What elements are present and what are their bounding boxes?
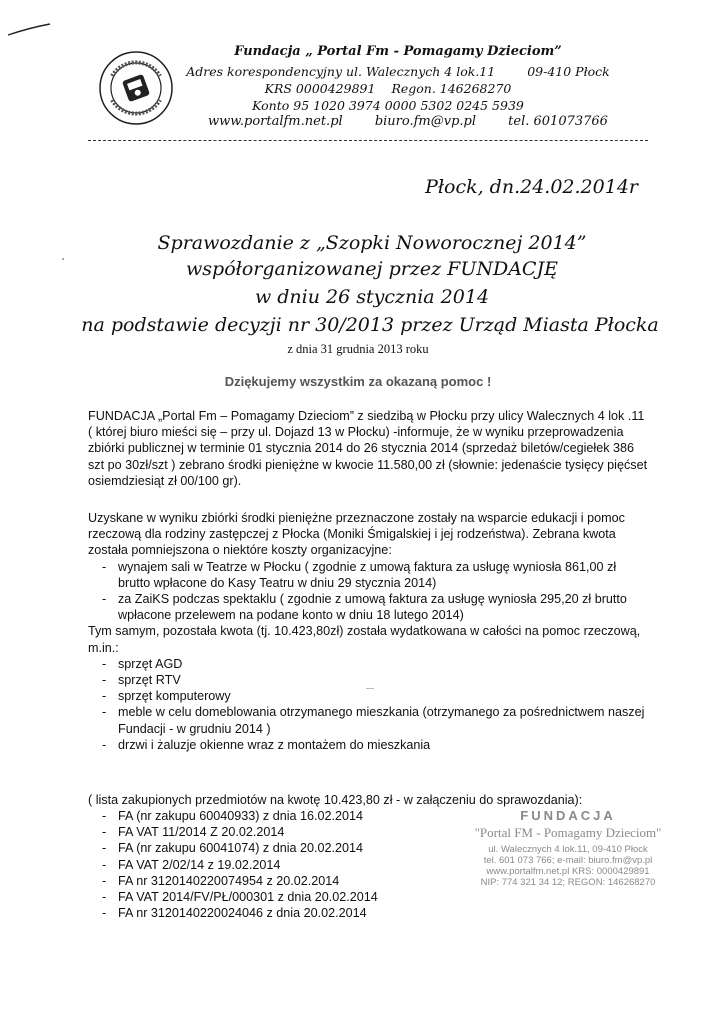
invoice-item: - FA VAT 11/2014 Z 20.02.2014 — [88, 824, 448, 840]
invoice-item: - FA VAT 2/02/14 z 19.02.2014 — [88, 857, 448, 873]
remaining-amount-text: Tym samym, pozostała kwota (tj. 10.423,80zł) została wydatkowana w całości na pomoc rzeczową, m.in.: — [88, 624, 641, 655]
thanks-note: Dziękujemy wszystkim za okazaną pomoc ! — [224, 374, 492, 389]
list-item: - drzwi i żaluzje okienne wraz z montażem do mieszkania — [88, 737, 648, 753]
phone-number: tel. 601073766 — [508, 114, 608, 129]
invoice-item: - FA nr 3120140220024046 z dnia 20.02.2014 — [88, 905, 448, 921]
invoice-item: - FA (nr zakupu 60040933) z dnia 16.02.2014 — [88, 808, 448, 824]
report-subtitle: z dnia 31 grudnia 2013 roku — [287, 342, 429, 356]
bank-account: Konto 95 1020 3974 0000 5302 0245 5939 — [252, 98, 524, 113]
pen-mark — [6, 22, 52, 38]
list-item: - za ZaiKS podczas spektaklu ( zgodnie z umową faktura za usługę wyniosła 295,20 zł brutto wpłacone przelewem na podane konto w dniu 18 lutego 2014) — [88, 591, 648, 623]
list-item: - sprzęt RTV — [88, 672, 648, 688]
email-link[interactable]: biuro.fm@vp.pl — [374, 114, 477, 129]
krs-number: KRS 0000429891 — [264, 81, 376, 96]
collection-paragraph: FUNDACJA „Portal Fm – Pomagamy Dzieciom” z siedzibą w Płocku przy ulicy Walecznych 4 lok .11 ( której biuro mieści się – przy ul. Dojazd 13 w Płocku) -informuje, że w wyniku przeprowadzenia zbiórki publicznej w terminie 01 stycznia 2014 do 26 stycznia 2014 (sprzedaż biletów/cegiełek 386 szt po 30zł/szt ) zebrano środki pieniężne w kwocie 11.580,00 zł (słownie: jedenaście tysięcy pięćset osiemdziesiąt zł 00/100 gr). — [88, 409, 648, 488]
letterhead-address — [40, 64, 716, 79]
foundation-stamp — [458, 808, 678, 888]
purchases-intro: ( lista zakupionych przedmiotów na kwotę 10.423,80 zł - w załączeniu do sprawozdania): — [88, 793, 583, 807]
invoice-list — [88, 808, 448, 921]
postal-code: 09-410 Płock — [527, 64, 610, 79]
cost-list — [88, 559, 648, 624]
address-label: Adres korespondencyjny ul. Walecznych 4 lok.11 — [186, 64, 496, 79]
dust-speck — [366, 688, 374, 689]
document-date: Płock, dn.24.02.2014r — [425, 176, 638, 198]
list-item: - meble w celu domeblowania otrzymanego mieszkania (otrzymanego za pośrednictwem naszej Fundacji - w grudniu 2014 ) — [88, 704, 648, 736]
report-title-line2: współorganizowanej przez FUNDACJĘ — [186, 258, 558, 280]
stamp-line: www.portalfm.net.pl KRS: 0000429891 — [486, 866, 650, 877]
stamp-line: "Portal FM - Pomagamy Dzieciom" — [474, 825, 662, 840]
stamp-line: ul. Walecznych 4 lok.11, 09-410 Płock — [488, 844, 648, 855]
report-title-line3: w dniu 26 stycznia 2014 — [254, 286, 490, 308]
letterhead-registry — [30, 81, 716, 96]
list-item: - wynajem sali w Teatrze w Płocku ( zgodnie z umową faktura za usługę wyniosła 861,00 zł brutto wpłacone do Kasy Teatru w dniu 29 stycznia 2014) — [88, 559, 648, 591]
invoice-section — [88, 808, 448, 921]
stamp-line: FUNDACJA — [520, 808, 616, 823]
regon-number: Regon. 146268270 — [391, 81, 512, 96]
invoice-item: - FA (nr zakupu 60041074) z dnia 20.02.2014 — [88, 840, 448, 856]
website-link[interactable]: www.portalfm.net.pl — [208, 114, 343, 129]
allocation-section — [88, 510, 648, 753]
report-title-line1: Sprawozdanie z „Szopki Noworocznej 2014” — [157, 232, 587, 254]
aid-items-list — [88, 656, 648, 753]
letterhead-contacts — [50, 114, 716, 129]
stamp-line: NIP: 774 321 34 12; REGON: 146268270 — [480, 877, 656, 888]
list-item: - sprzęt AGD — [88, 656, 648, 672]
report-title-line4: na podstawie decyzji nr 30/2013 przez Urząd Miasta Płocka — [81, 314, 659, 336]
letterhead-divider — [88, 140, 648, 141]
list-item: - sprzęt komputerowy — [88, 688, 648, 704]
allocation-intro: Uzyskane w wyniku zbiórki środki pieniężne przeznaczone zostały na wsparcie edukacji i pomoc rzeczową dla rodziny zastępczej z Płocka (Moniki Śmigalskiej i jej rodzeństwa). Zebrana kwota została pomniejszona o niektóre koszty organizacyjne: — [88, 511, 625, 558]
stamp-line: tel. 601 073 766; e-mail: biuro.fm@vp.pl — [483, 855, 653, 866]
letterhead-title: Fundacja „ Portal Fm - Pomagamy Dzieciom” — [234, 44, 562, 59]
invoice-item: - FA VAT 2014/FV/PŁ/000301 z dnia 20.02.2014 — [88, 889, 448, 905]
invoice-item: - FA nr 3120140220074954 z 20.02.2014 — [88, 873, 448, 889]
